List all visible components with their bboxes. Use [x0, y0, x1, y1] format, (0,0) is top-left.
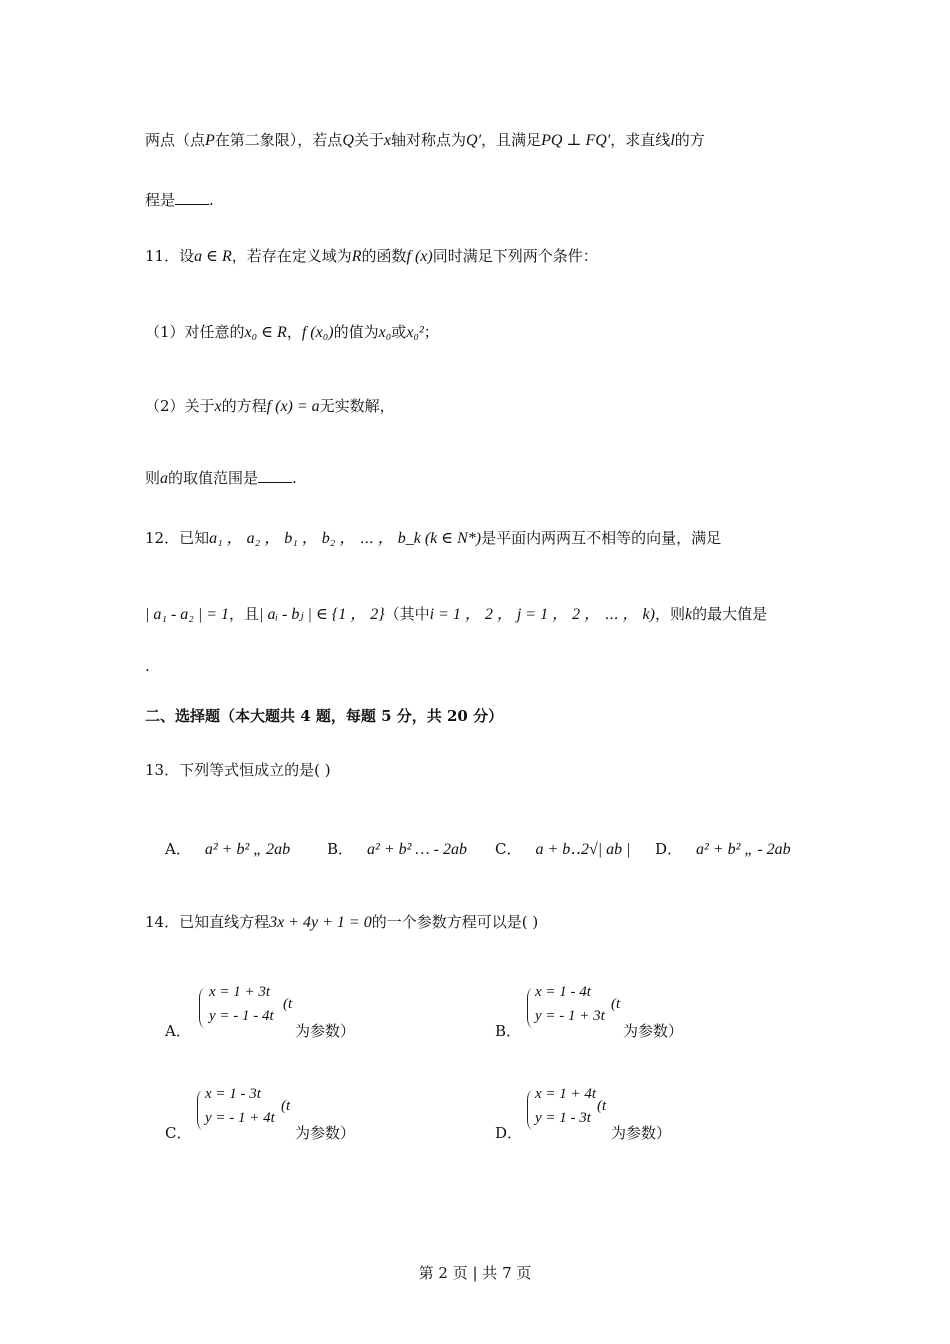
question-stem: 13．下列等式恒成立的是	[145, 761, 315, 779]
text: （1）对任意的	[145, 323, 245, 341]
option-label: D．	[495, 1124, 523, 1142]
text: 的方	[674, 131, 705, 149]
text: 的一个参数方程可以是	[371, 913, 522, 931]
text: （2）关于	[145, 397, 215, 415]
q14-option-c[interactable]	[165, 1086, 425, 1146]
math-var: x	[383, 132, 391, 149]
math-expr: a₁ ， a₂ ， b₁ ， b₂ ， ⋯ ， b_k (k ∈ N*)	[209, 530, 482, 547]
q11-stem	[145, 246, 598, 267]
option-math: a² + b² „ - 2ab	[696, 841, 791, 858]
math-var: Q	[342, 132, 354, 149]
text: ，则	[654, 605, 685, 623]
section-heading	[145, 706, 503, 726]
math-var: Q′	[466, 132, 482, 149]
q13-option-d[interactable]	[655, 838, 791, 859]
q11-condition-1	[145, 322, 439, 343]
q14-stem	[145, 912, 538, 933]
q12-line-2	[145, 604, 767, 625]
text: 的方程	[221, 397, 267, 415]
text: .	[209, 191, 214, 209]
equation-line-1: x = 1 + 3t	[209, 984, 271, 1000]
option-label: C．	[165, 1124, 192, 1142]
equation-line-1: x = 1 - 3t	[205, 1086, 261, 1102]
text: （其中	[384, 605, 430, 623]
page-footer: 第 2 页 | 共 7 页	[418, 1264, 532, 1282]
q14-option-b[interactable]	[495, 984, 755, 1044]
text: 关于	[353, 131, 384, 149]
q13-option-b[interactable]	[327, 838, 467, 859]
option-math: a² + b² … - 2ab	[367, 841, 467, 858]
brace	[199, 988, 206, 1028]
text: 的函数	[361, 247, 407, 265]
option-label: D．	[655, 840, 683, 858]
q13-option-c[interactable]	[495, 838, 631, 859]
section-title: 二、选择题（本大题共 4 题，每题 5 分，共 20 分）	[145, 707, 504, 725]
option-label: C．	[495, 840, 522, 858]
option-label: B．	[327, 840, 354, 858]
text: 则	[145, 469, 161, 487]
equation-line-2: y = - 1 + 4t	[205, 1110, 275, 1126]
math-var: R	[351, 248, 362, 265]
answer-paren: ( )	[314, 761, 331, 779]
text: 两点（点	[145, 131, 206, 149]
param-suffix: 为参数）	[295, 1124, 356, 1142]
param-t: (t	[281, 1098, 291, 1114]
brace	[527, 988, 534, 1028]
math-var: x₀	[378, 324, 392, 341]
text: 无实数解，	[319, 397, 395, 415]
q14-option-d[interactable]	[495, 1086, 755, 1146]
math-var: x₀²	[406, 324, 424, 341]
text: .	[145, 657, 150, 675]
math-expr: f (x)	[406, 248, 433, 265]
text: 的值为	[333, 323, 379, 341]
equation-line-1: x = 1 + 4t	[535, 1086, 597, 1102]
math-var: a	[160, 470, 169, 487]
option-label: A．	[165, 1022, 191, 1040]
q11-condition-2	[145, 396, 395, 417]
text: 的取值范围是	[168, 469, 259, 487]
math-expr: a ∈ R	[194, 248, 232, 265]
text: 程是	[145, 191, 176, 209]
option-math: a + b‥2√| ab |	[535, 841, 631, 858]
text: ，若存在定义域为	[231, 247, 352, 265]
math-expr: i = 1 ， 2 ， j = 1 ， 2 ， ⋯ ， k)	[429, 606, 655, 623]
question-stem: 14．已知直线方程	[145, 913, 270, 931]
text: ，且	[229, 605, 260, 623]
q13-stem	[145, 760, 331, 780]
brace	[527, 1090, 534, 1130]
math-expr: f (x₀)	[301, 324, 334, 341]
equation-line-2: y = - 1 + 3t	[535, 1008, 605, 1024]
math-expr: PQ ⊥ FQ′	[541, 132, 611, 149]
q10-line-1	[145, 130, 705, 151]
text: 同时满足下列两个条件：	[432, 247, 598, 265]
q14-option-a[interactable]	[165, 984, 425, 1044]
q11-ask	[145, 468, 297, 489]
math-var: l	[670, 132, 675, 149]
equation-line-1: x = 1 - 4t	[535, 984, 591, 1000]
param-t: (t	[283, 996, 293, 1012]
math-expr: | a₁ - a₂ | = 1	[145, 606, 230, 623]
param-t: (t	[611, 996, 621, 1012]
math-expr: | aᵢ - bⱼ | ∈ {1 ， 2}	[259, 606, 385, 623]
text: ，且满足	[481, 131, 542, 149]
q10-line-2	[145, 190, 214, 210]
math-var: P	[205, 132, 215, 149]
question-number: 12．已知	[145, 529, 210, 547]
param-t: (t	[597, 1098, 607, 1114]
math-expr: f (x) = a	[266, 398, 320, 415]
equation-line-2: y = 1 - 3t	[535, 1110, 591, 1126]
text: ，求直线	[610, 131, 671, 149]
text: 的最大值是	[692, 605, 768, 623]
math-var: x	[214, 398, 222, 415]
text: ，	[286, 323, 302, 341]
answer-paren: ( )	[521, 913, 539, 931]
param-suffix: 为参数）	[611, 1124, 672, 1142]
option-label: B．	[495, 1022, 522, 1040]
text: .	[292, 469, 297, 487]
math-expr: x₀ ∈ R	[244, 324, 287, 341]
param-suffix: 为参数）	[623, 1022, 684, 1040]
option-label: A．	[165, 840, 191, 858]
text: 轴对称点为	[391, 131, 467, 149]
text: 在第二象限），若点	[214, 131, 343, 149]
equation-line-2: y = - 1 - 4t	[209, 1008, 274, 1024]
q12-stem	[145, 528, 721, 549]
q13-option-a[interactable]	[165, 838, 290, 859]
text: ；	[423, 323, 439, 341]
option-math: a² + b² „ 2ab	[204, 841, 291, 858]
brace	[197, 1090, 204, 1130]
math-var: k	[684, 606, 693, 623]
question-number: 11．设	[145, 247, 195, 265]
text: 或	[391, 323, 407, 341]
math-expr: 3x + 4y + 1 = 0	[269, 914, 372, 931]
text: 是平面内两两互不相等的向量，满足	[481, 529, 722, 547]
answer-blank	[258, 468, 292, 483]
q12-line-3	[145, 656, 150, 676]
param-suffix: 为参数）	[295, 1022, 356, 1040]
answer-blank	[175, 190, 209, 205]
